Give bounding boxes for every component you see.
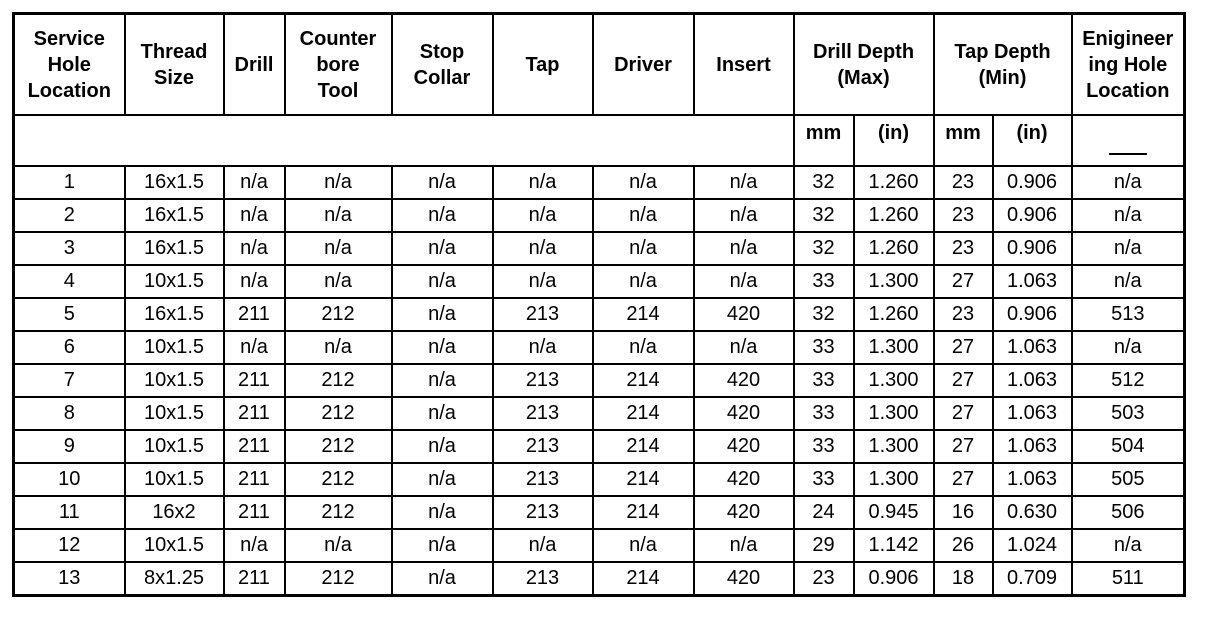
cell-tap-depth-in: 0.906 (993, 298, 1072, 331)
cell-drill: 211 (224, 298, 285, 331)
cell-drill-depth-in: 1.260 (854, 199, 934, 232)
cell-thread-size: 16x1.5 (125, 232, 224, 265)
cell-drill-depth-mm: 33 (794, 397, 854, 430)
cell-stop-collar: n/a (392, 529, 493, 562)
cell-drill: 211 (224, 364, 285, 397)
cell-tap-depth-in: 0.630 (993, 496, 1072, 529)
header-counterbore-tool: Counter bore Tool (285, 14, 392, 116)
cell-service-hole-location: 13 (14, 562, 125, 596)
cell-drill: 211 (224, 397, 285, 430)
cell-tap: 213 (493, 397, 593, 430)
cell-drill-depth-mm: 33 (794, 265, 854, 298)
unit-row (14, 115, 1185, 166)
cell-engineering-hole-location: n/a (1072, 199, 1185, 232)
cell-driver: n/a (593, 331, 694, 364)
cell-engineering-hole-location: n/a (1072, 331, 1185, 364)
header-tap: Tap (493, 14, 593, 116)
cell-driver: n/a (593, 232, 694, 265)
header-insert: Insert (694, 14, 794, 116)
cell-service-hole-location: 2 (14, 199, 125, 232)
table-row (14, 397, 1185, 430)
underline-mark (1109, 152, 1147, 155)
cell-stop-collar: n/a (392, 463, 493, 496)
cell-drill-depth-in: 0.906 (854, 562, 934, 596)
cell-thread-size: 16x1.5 (125, 298, 224, 331)
cell-counterbore-tool: 212 (285, 562, 392, 596)
cell-counterbore-tool: 212 (285, 298, 392, 331)
cell-thread-size: 16x1.5 (125, 199, 224, 232)
cell-counterbore-tool: n/a (285, 529, 392, 562)
cell-driver: n/a (593, 199, 694, 232)
cell-drill: n/a (224, 166, 285, 199)
cell-insert: n/a (694, 199, 794, 232)
cell-stop-collar: n/a (392, 265, 493, 298)
header-row (14, 14, 1185, 116)
cell-driver: 214 (593, 397, 694, 430)
cell-tap: 213 (493, 463, 593, 496)
cell-counterbore-tool: 212 (285, 430, 392, 463)
cell-drill-depth-mm: 33 (794, 331, 854, 364)
cell-drill-depth-mm: 23 (794, 562, 854, 596)
cell-drill-depth-mm: 33 (794, 463, 854, 496)
table-row (14, 265, 1185, 298)
cell-drill: n/a (224, 232, 285, 265)
cell-tap-depth-mm: 27 (934, 463, 993, 496)
cell-drill-depth-in: 1.300 (854, 331, 934, 364)
cell-thread-size: 10x1.5 (125, 364, 224, 397)
cell-thread-size: 10x1.5 (125, 430, 224, 463)
cell-drill-depth-in: 0.945 (854, 496, 934, 529)
cell-engineering-hole-location: 506 (1072, 496, 1185, 529)
cell-counterbore-tool: 212 (285, 364, 392, 397)
cell-drill-depth-mm: 29 (794, 529, 854, 562)
unit-drill-mm: mm (794, 115, 854, 166)
cell-thread-size: 8x1.25 (125, 562, 224, 596)
cell-engineering-hole-location: 505 (1072, 463, 1185, 496)
header-tap-depth: Tap Depth (Min) (934, 14, 1072, 116)
cell-insert: n/a (694, 331, 794, 364)
table-row (14, 529, 1185, 562)
cell-drill: n/a (224, 199, 285, 232)
cell-tap-depth-mm: 23 (934, 199, 993, 232)
cell-tap: n/a (493, 166, 593, 199)
cell-engineering-hole-location: 511 (1072, 562, 1185, 596)
cell-thread-size: 10x1.5 (125, 529, 224, 562)
cell-service-hole-location: 11 (14, 496, 125, 529)
cell-insert: 420 (694, 364, 794, 397)
cell-insert: 420 (694, 397, 794, 430)
table-row (14, 562, 1185, 596)
cell-insert: n/a (694, 529, 794, 562)
cell-counterbore-tool: 212 (285, 496, 392, 529)
cell-thread-size: 10x1.5 (125, 265, 224, 298)
cell-service-hole-location: 5 (14, 298, 125, 331)
cell-tap: 213 (493, 496, 593, 529)
table-row (14, 496, 1185, 529)
cell-tap: n/a (493, 331, 593, 364)
cell-driver: 214 (593, 298, 694, 331)
cell-driver: 214 (593, 496, 694, 529)
cell-insert: 420 (694, 562, 794, 596)
cell-drill-depth-mm: 32 (794, 199, 854, 232)
table-row (14, 463, 1185, 496)
unit-engineering-blank (1072, 115, 1185, 166)
cell-driver: 214 (593, 430, 694, 463)
cell-thread-size: 10x1.5 (125, 331, 224, 364)
cell-tap: 213 (493, 562, 593, 596)
cell-tap-depth-in: 1.024 (993, 529, 1072, 562)
cell-service-hole-location: 12 (14, 529, 125, 562)
table-row (14, 298, 1185, 331)
cell-tap: n/a (493, 529, 593, 562)
cell-service-hole-location: 10 (14, 463, 125, 496)
unit-row-blank (14, 115, 794, 166)
cell-drill: 211 (224, 430, 285, 463)
cell-tap-depth-mm: 27 (934, 364, 993, 397)
header-drill: Drill (224, 14, 285, 116)
cell-thread-size: 16x2 (125, 496, 224, 529)
cell-counterbore-tool: n/a (285, 265, 392, 298)
cell-tap-depth-mm: 27 (934, 397, 993, 430)
cell-counterbore-tool: 212 (285, 463, 392, 496)
cell-drill: n/a (224, 265, 285, 298)
cell-tap-depth-in: 0.906 (993, 199, 1072, 232)
cell-tap-depth-in: 1.063 (993, 331, 1072, 364)
header-thread-size: Thread Size (125, 14, 224, 116)
cell-thread-size: 10x1.5 (125, 463, 224, 496)
cell-stop-collar: n/a (392, 166, 493, 199)
cell-driver: 214 (593, 463, 694, 496)
table-row (14, 364, 1185, 397)
header-stop-collar: Stop Collar (392, 14, 493, 116)
cell-tap-depth-mm: 23 (934, 232, 993, 265)
cell-drill-depth-in: 1.260 (854, 166, 934, 199)
cell-tap-depth-in: 1.063 (993, 397, 1072, 430)
cell-tap-depth-in: 0.906 (993, 232, 1072, 265)
table-row (14, 199, 1185, 232)
cell-counterbore-tool: n/a (285, 199, 392, 232)
header-service-hole-location: Service Hole Location (14, 14, 125, 116)
cell-insert: n/a (694, 265, 794, 298)
unit-tap-mm: mm (934, 115, 993, 166)
cell-service-hole-location: 8 (14, 397, 125, 430)
table-row (14, 166, 1185, 199)
cell-thread-size: 10x1.5 (125, 397, 224, 430)
cell-insert: 420 (694, 298, 794, 331)
cell-drill-depth-in: 1.300 (854, 463, 934, 496)
cell-drill-depth-in: 1.300 (854, 265, 934, 298)
cell-driver: 214 (593, 562, 694, 596)
service-hole-table (12, 12, 1186, 597)
cell-service-hole-location: 6 (14, 331, 125, 364)
header-engineering-hole-location: Enigineer ing Hole Location (1072, 14, 1185, 116)
cell-engineering-hole-location: 504 (1072, 430, 1185, 463)
cell-tap-depth-mm: 16 (934, 496, 993, 529)
cell-driver: n/a (593, 529, 694, 562)
cell-drill-depth-mm: 33 (794, 430, 854, 463)
cell-tap-depth-mm: 27 (934, 430, 993, 463)
cell-tap: n/a (493, 265, 593, 298)
cell-engineering-hole-location: n/a (1072, 529, 1185, 562)
unit-drill-in: (in) (854, 115, 934, 166)
cell-drill-depth-mm: 33 (794, 364, 854, 397)
cell-drill-depth-in: 1.300 (854, 364, 934, 397)
cell-driver: n/a (593, 265, 694, 298)
cell-insert: n/a (694, 166, 794, 199)
cell-drill: n/a (224, 529, 285, 562)
cell-driver: n/a (593, 166, 694, 199)
cell-drill: n/a (224, 331, 285, 364)
cell-engineering-hole-location: n/a (1072, 166, 1185, 199)
cell-service-hole-location: 7 (14, 364, 125, 397)
cell-tap: n/a (493, 232, 593, 265)
cell-tap-depth-mm: 27 (934, 265, 993, 298)
unit-tap-in: (in) (993, 115, 1072, 166)
cell-thread-size: 16x1.5 (125, 166, 224, 199)
cell-engineering-hole-location: n/a (1072, 232, 1185, 265)
cell-drill: 211 (224, 496, 285, 529)
cell-drill-depth-in: 1.142 (854, 529, 934, 562)
table-body (14, 166, 1185, 596)
cell-stop-collar: n/a (392, 331, 493, 364)
cell-tap: 213 (493, 298, 593, 331)
cell-tap: 213 (493, 430, 593, 463)
cell-tap-depth-in: 1.063 (993, 364, 1072, 397)
cell-drill: 211 (224, 562, 285, 596)
cell-stop-collar: n/a (392, 397, 493, 430)
cell-tap-depth-in: 1.063 (993, 430, 1072, 463)
cell-stop-collar: n/a (392, 562, 493, 596)
cell-tap-depth-in: 0.906 (993, 166, 1072, 199)
cell-drill-depth-mm: 32 (794, 298, 854, 331)
cell-stop-collar: n/a (392, 430, 493, 463)
cell-counterbore-tool: n/a (285, 232, 392, 265)
cell-service-hole-location: 1 (14, 166, 125, 199)
header-driver: Driver (593, 14, 694, 116)
cell-tap-depth-mm: 26 (934, 529, 993, 562)
cell-drill-depth-in: 1.260 (854, 298, 934, 331)
cell-tap-depth-mm: 18 (934, 562, 993, 596)
cell-drill-depth-in: 1.260 (854, 232, 934, 265)
cell-service-hole-location: 3 (14, 232, 125, 265)
cell-engineering-hole-location: 512 (1072, 364, 1185, 397)
cell-stop-collar: n/a (392, 496, 493, 529)
cell-engineering-hole-location: n/a (1072, 265, 1185, 298)
cell-tap-depth-mm: 27 (934, 331, 993, 364)
cell-stop-collar: n/a (392, 364, 493, 397)
cell-drill-depth-mm: 32 (794, 232, 854, 265)
cell-tap-depth-in: 1.063 (993, 463, 1072, 496)
cell-tap-depth-in: 1.063 (993, 265, 1072, 298)
cell-service-hole-location: 4 (14, 265, 125, 298)
header-drill-depth: Drill Depth (Max) (794, 14, 934, 116)
cell-drill-depth-in: 1.300 (854, 397, 934, 430)
cell-counterbore-tool: n/a (285, 166, 392, 199)
cell-drill: 211 (224, 463, 285, 496)
cell-tap-depth-mm: 23 (934, 166, 993, 199)
cell-stop-collar: n/a (392, 298, 493, 331)
cell-stop-collar: n/a (392, 199, 493, 232)
cell-insert: 420 (694, 496, 794, 529)
cell-tap-depth-mm: 23 (934, 298, 993, 331)
cell-tap: 213 (493, 364, 593, 397)
cell-tap: n/a (493, 199, 593, 232)
table-row (14, 331, 1185, 364)
cell-counterbore-tool: 212 (285, 397, 392, 430)
cell-drill-depth-mm: 32 (794, 166, 854, 199)
cell-drill-depth-mm: 24 (794, 496, 854, 529)
cell-tap-depth-in: 0.709 (993, 562, 1072, 596)
cell-engineering-hole-location: 513 (1072, 298, 1185, 331)
cell-stop-collar: n/a (392, 232, 493, 265)
cell-counterbore-tool: n/a (285, 331, 392, 364)
cell-insert: 420 (694, 463, 794, 496)
cell-drill-depth-in: 1.300 (854, 430, 934, 463)
cell-insert: 420 (694, 430, 794, 463)
table-row (14, 430, 1185, 463)
cell-engineering-hole-location: 503 (1072, 397, 1185, 430)
cell-driver: 214 (593, 364, 694, 397)
cell-insert: n/a (694, 232, 794, 265)
table-row (14, 232, 1185, 265)
cell-service-hole-location: 9 (14, 430, 125, 463)
